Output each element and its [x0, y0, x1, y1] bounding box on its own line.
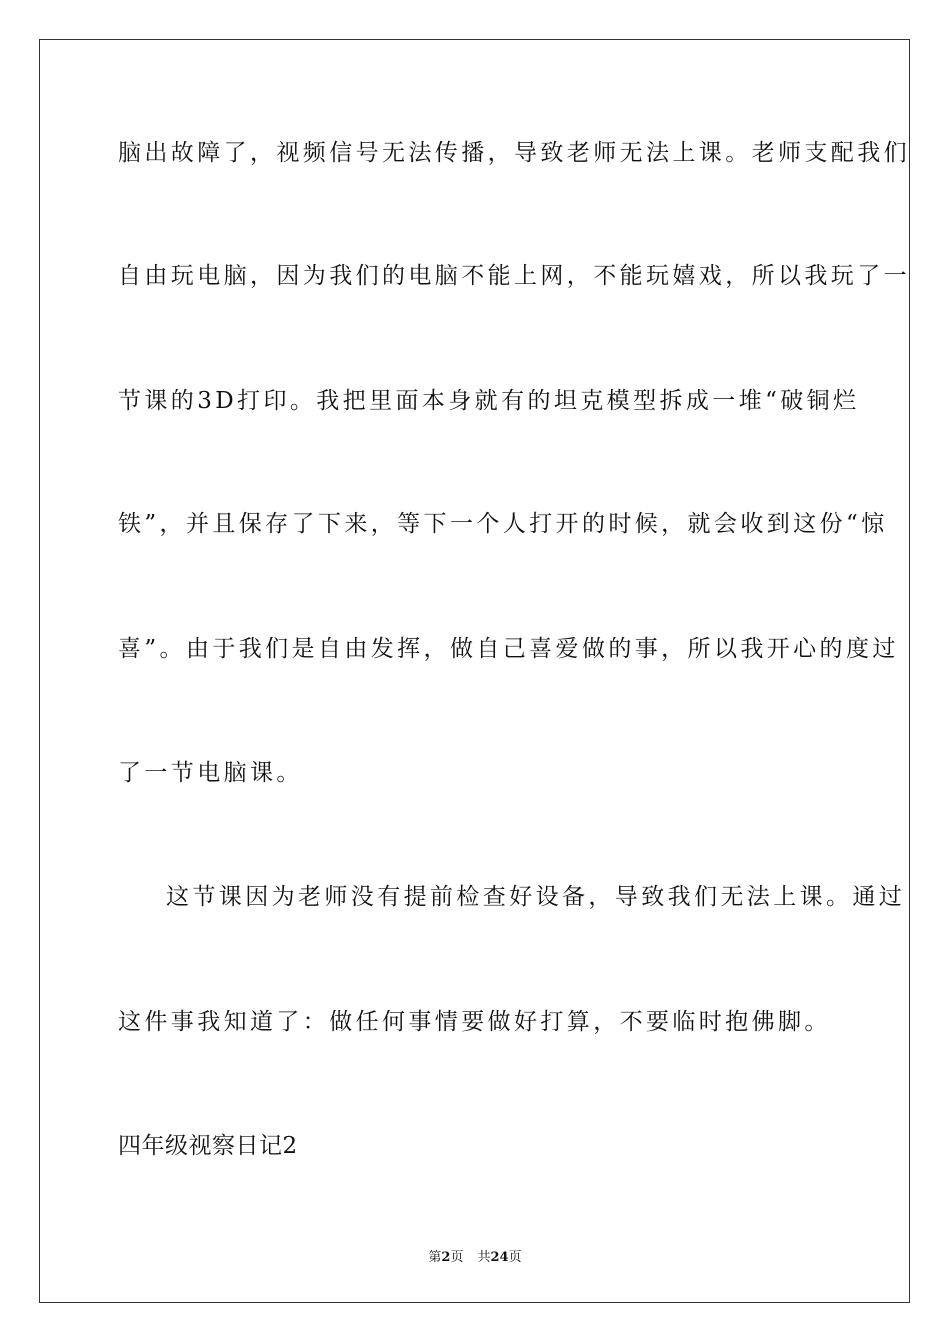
text-line-1: 脑出故障了，视频信号无法传播，导致老师无法上课。老师支配我们 — [118, 140, 910, 166]
text-line-8: 这件事我知道了：做任何事情要做好打算，不要临时抱佛脚。 — [118, 1009, 831, 1035]
total-prefix: 共 — [477, 1250, 491, 1265]
total-suffix: 页 — [508, 1250, 522, 1265]
text-line-7: 这节课因为老师没有提前检查好设备，导致我们无法上课。通过 — [166, 884, 906, 910]
text-line-5: 喜”。由于我们是自由发挥，做自己喜爱做的事，所以我开心的度过 — [118, 636, 899, 662]
total-pages: 24 — [490, 1250, 509, 1265]
section-heading: 四年级视察日记2 — [118, 1133, 298, 1159]
text-line-4: 铁”，并且保存了下来，等下一个人打开的时候，就会收到这份“惊 — [118, 511, 888, 537]
page-current: 2 — [441, 1250, 451, 1265]
text-line-6: 了一节电脑课。 — [118, 760, 303, 786]
text-line-2: 自由玩电脑，因为我们的电脑不能上网，不能玩嬉戏，所以我玩了一 — [118, 263, 910, 289]
page-frame — [39, 39, 910, 1303]
page-suffix: 页 — [450, 1250, 464, 1265]
page-footer — [0, 1246, 950, 1265]
text-line-3: 节课的3D打印。我把里面本身就有的坦克模型拆成一堆“破铜烂 — [118, 388, 860, 414]
page-prefix: 第 — [428, 1250, 442, 1265]
